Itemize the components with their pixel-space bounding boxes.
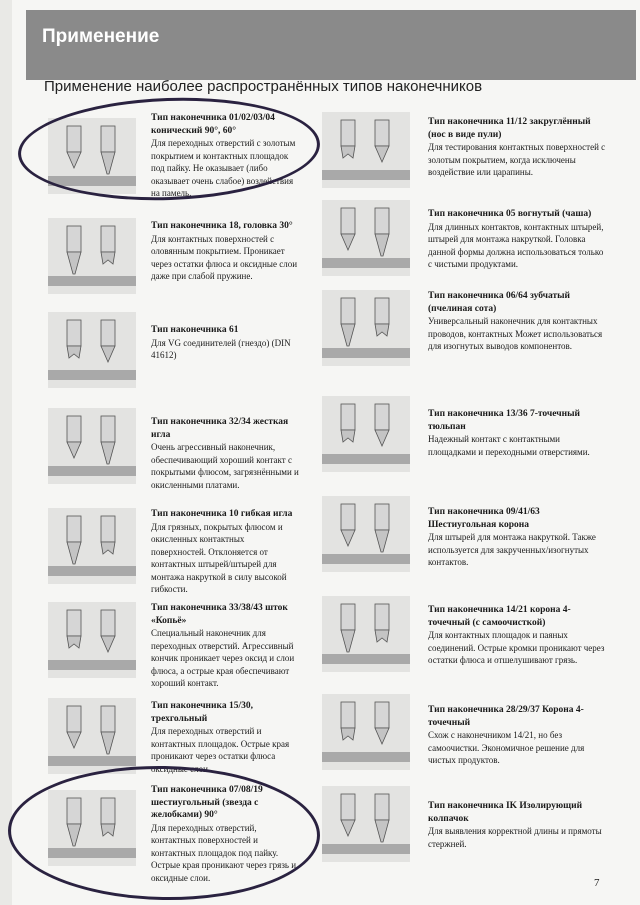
probe-tip-drawing bbox=[322, 694, 410, 770]
tip-description: Для контактных площадок и паяных соединений. Острые кромки проникают через остатки флюса и отшелушивают грязь. bbox=[428, 630, 605, 665]
tip-illustration bbox=[48, 218, 136, 294]
probe-tip-drawing bbox=[48, 508, 136, 584]
header-band bbox=[26, 10, 636, 80]
tip-description: Для грязных, покрытых флюсом и окисленных контактных поверхностей. Отклоняется от контактных штырей/штырей для монтажа накруткой в силу высокой гибкости. bbox=[151, 521, 287, 594]
tip-illustration bbox=[48, 602, 136, 678]
tip-title: Тип наконечника 61 bbox=[151, 325, 239, 335]
probe-tip-drawing bbox=[48, 218, 136, 294]
tip-illustration bbox=[48, 408, 136, 484]
probe-tip-drawing bbox=[48, 602, 136, 678]
page-number: 7 bbox=[594, 877, 600, 889]
page-title: Применение bbox=[42, 26, 160, 47]
tip-illustration bbox=[48, 312, 136, 388]
tip-illustration bbox=[48, 698, 136, 774]
tip-description: Очень агрессивный наконечник, обеспечивающий хороший контакт с покрытыми флюсом, загрязнёнными и окисленными платами. bbox=[151, 442, 299, 490]
tip-description: Для тестирования контактных поверхностей с золотым покрытием, когда исключены воздействие или царапины. bbox=[428, 142, 606, 177]
probe-tip-drawing bbox=[48, 312, 136, 388]
probe-tip-drawing bbox=[48, 698, 136, 774]
tip-illustration bbox=[48, 508, 136, 584]
tip-title: Тип наконечника 15/30, трехгольный bbox=[151, 701, 253, 724]
tip-description: Для VG соединителей (гнездо) (DIN 41612) bbox=[151, 337, 291, 360]
probe-tip-drawing bbox=[322, 596, 410, 672]
probe-tip-drawing bbox=[322, 786, 410, 862]
tip-description: Для контактных поверхностей с оловянным покрытием. Проникает через остатки флюса и оксидные слои даже при слабой пружине. bbox=[151, 233, 298, 281]
tip-title: Тип наконечника 14/21 корона 4-точечный (с самоочисткой) bbox=[428, 605, 571, 628]
tip-title: Тип наконечника 06/64 зубчатый (пчелиная сота) bbox=[428, 291, 571, 314]
tip-illustration bbox=[322, 290, 410, 366]
tip-illustration bbox=[322, 786, 410, 862]
probe-tip-drawing bbox=[322, 396, 410, 472]
tip-description: Для переходных отверстий и контактных площадок. Острые края проникают через остатки флюса оксидные слои. bbox=[151, 726, 290, 774]
probe-tip-drawing bbox=[322, 290, 410, 366]
probe-tip-drawing bbox=[322, 200, 410, 276]
tip-description: Для выявления корректной длины и прямоты стержней. bbox=[428, 826, 602, 849]
tip-description: Для длинных контактов, контактных штырей, штырей для монтажа накруткой. Головка данной формы должна использоваться только с чистыми продуктами. bbox=[428, 221, 604, 269]
tip-title: Тип наконечника 33/38/43 шток «Копьё» bbox=[151, 603, 288, 626]
tip-illustration bbox=[322, 200, 410, 276]
tip-title: Тип наконечника 32/34 жесткая игла bbox=[151, 417, 289, 440]
probe-tip-drawing bbox=[322, 112, 410, 188]
tip-description: Для переходных отверстий с золотым покрытием и контактных площадок под пайку. Не оказывает (либо оказывает очень слабое) воздействия на памель. bbox=[151, 138, 296, 198]
tip-illustration bbox=[322, 694, 410, 770]
tip-illustration bbox=[322, 596, 410, 672]
tip-title: Тип наконечника 07/08/19 шестиугольный (звезда с желобками) 90° bbox=[151, 785, 263, 820]
tip-title: Тип наконечника 05 вогнутый (чаша) bbox=[428, 209, 592, 219]
tip-description: Схож с наконечником 14/21, но без самоочистки. Экономичное решение для чистых продуктов. bbox=[428, 730, 585, 765]
tip-illustration bbox=[322, 496, 410, 572]
tip-title: Тип наконечника 10 гибкая игла bbox=[151, 509, 293, 519]
tip-description: Для штырей для монтажа накруткой. Также используется для закрученных/изогнутых контактов. bbox=[428, 532, 596, 567]
probe-tip-drawing bbox=[48, 408, 136, 484]
page-edge bbox=[0, 0, 12, 905]
section-subtitle: Применение наиболее распространённых типов наконечников bbox=[44, 78, 483, 95]
probe-tip-drawing bbox=[322, 496, 410, 572]
tip-title: Тип наконечника 28/29/37 Корона 4-точечный bbox=[428, 705, 584, 728]
tip-description: Надежный контакт с контактными площадками и переходными отверстиями. bbox=[428, 434, 590, 457]
tip-description: Специальный наконечник для переходных отверстий. Агрессивный кончик проникает через оксид и слои флюса, а острые края обеспечивают хороший контакт. bbox=[151, 628, 295, 688]
tip-title: Тип наконечника 13/36 7-точечный тюльпан bbox=[428, 409, 580, 432]
tip-illustration bbox=[322, 396, 410, 472]
tip-title: Тип наконечника 11/12 закруглённый (нос в виде пули) bbox=[428, 117, 591, 140]
tip-title: Тип наконечника 18, головка 30° bbox=[151, 221, 293, 231]
tip-title: Тип наконечника IK Изолирующий колпачок bbox=[428, 801, 583, 824]
tip-description: Для переходных отверстий, контактных поверхностей и контактных площадок под пайку. Острые края проникают через грязь и оксидные слои. bbox=[151, 822, 297, 883]
tip-title: Тип наконечника 01/02/03/04 конический 90°, 60° bbox=[151, 113, 275, 136]
tip-illustration bbox=[322, 112, 410, 188]
tip-description: Универсальный наконечник для контактных проводов, контактных Может использоваться для изогнутых выводов компонентов. bbox=[428, 316, 603, 351]
tip-title: Тип наконечника 09/41/63 Шестиугольная корона bbox=[428, 507, 540, 530]
